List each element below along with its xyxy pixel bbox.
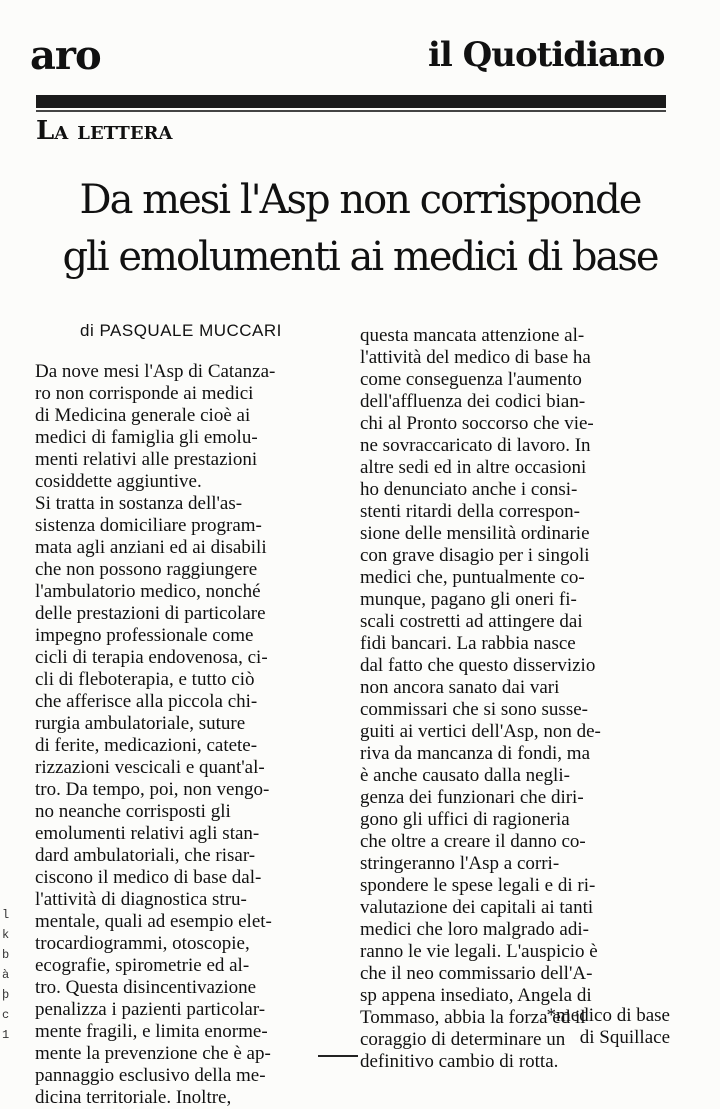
text-line: mente la prevenzione che è ap- — [35, 1043, 271, 1064]
text-line: stringeranno l'Asp a corri- — [360, 853, 560, 874]
text-line: l'attività di diagnostica stru- — [35, 889, 247, 910]
margin-marks — [2, 905, 9, 1045]
text-line: che il neo commissario dell'A- — [360, 963, 593, 984]
margin-mark: 1 — [2, 1028, 10, 1042]
text-line: guiti ai vertici dell'Asp, non de- — [360, 721, 601, 742]
text-line: rurgia ambulatoriale, suture — [35, 713, 246, 734]
text-line: ro non corrisponde ai medici — [35, 383, 254, 404]
margin-mark: b — [2, 948, 10, 962]
text-line: no neanche corrisposti gli — [35, 801, 231, 822]
text-line: riva da mancanza di fondi, ma — [360, 743, 591, 764]
text-line: di Medicina generale cioè ai — [35, 405, 251, 426]
text-line: non ancora sanato dai vari — [360, 677, 560, 698]
article-headline — [22, 172, 698, 286]
text-line: ecografie, spirometrie ed al- — [35, 955, 250, 976]
text-line: delle prestazioni di particolare — [35, 603, 266, 624]
text-line: definitivo cambio di rotta. — [360, 1051, 559, 1072]
text-line: emolumenti relativi agli stan- — [35, 823, 260, 844]
margin-mark: þ — [2, 988, 10, 1002]
margin-mark: à — [2, 968, 10, 982]
text-line: commissari che si sono susse- — [360, 699, 588, 720]
signature-line: di Squillace — [579, 1027, 670, 1048]
text-line: medici di famiglia gli emolu- — [35, 427, 258, 448]
text-line: scali costretti ad attingere dai — [360, 611, 583, 632]
text-line: ho denunciato anche i consi- — [360, 479, 578, 500]
text-line: Si tratta in sostanza dell'as- — [35, 493, 243, 514]
text-line: dal fatto che questo disservizio — [360, 655, 596, 676]
text-line: sistenza domiciliare program- — [35, 515, 262, 536]
text-line: cicli di terapia endovenosa, ci- — [35, 647, 268, 668]
text-line: questa mancata attenzione al- — [360, 325, 585, 346]
text-line: menti relativi alle prestazioni — [35, 449, 258, 470]
text-line: pannaggio esclusivo della me- — [35, 1065, 266, 1086]
text-line: con grave disagio per i singoli — [360, 545, 590, 566]
end-mark — [318, 1055, 358, 1057]
margin-mark: k — [2, 928, 10, 942]
text-line: mentale, quali ad esempio elet- — [35, 911, 272, 932]
byline: di PASQUALE MUCCARI — [80, 321, 282, 340]
headline-line: gli emolumenti ai medici di base — [62, 234, 658, 280]
text-line: medici che loro malgrado adi- — [360, 919, 589, 940]
text-line: stenti ritardi della correspon- — [360, 501, 581, 522]
text-line: chi al Pronto soccorso che vie- — [360, 413, 594, 434]
text-line: che afferisce alla piccola chi- — [35, 691, 258, 712]
text-line: ne sovraccaricato di lavoro. In — [360, 435, 591, 456]
text-line: gono gli uffici di ragioneria — [360, 809, 570, 830]
text-line: impegno professionale come — [35, 625, 254, 646]
text-line: cli di fleboterapia, e tutto ciò — [35, 669, 255, 690]
text-line: dicina territoriale. Inoltre, — [35, 1087, 232, 1108]
text-line: medici che, puntualmente co- — [360, 567, 585, 588]
text-line: Tommaso, abbia la forza ed il — [360, 1007, 586, 1028]
text-line: dell'affluenza dei codici bian- — [360, 391, 586, 412]
margin-mark: c — [2, 1008, 10, 1022]
text-line: trocardiogrammi, otoscopie, — [35, 933, 250, 954]
text-line: tro. Questa disincentivazione — [35, 977, 257, 998]
text-line: di ferite, medicazioni, catete- — [35, 735, 258, 756]
text-line: spondere le spese legali e di ri- — [360, 875, 596, 896]
text-line: tro. Da tempo, poi, non vengo- — [35, 779, 270, 800]
text-line: mente fragili, e limita enorme- — [35, 1021, 268, 1042]
text-line: l'ambulatorio medico, nonché — [35, 581, 261, 602]
text-line: fidi bancari. La rabbia nasce — [360, 633, 576, 654]
masthead-left-fragment: aro — [30, 32, 101, 79]
text-line: dard ambulatoriali, che risar- — [35, 845, 256, 866]
text-line: è anche causato dalla negli- — [360, 765, 570, 786]
section-label: La lettera — [36, 116, 173, 146]
text-line: sp appena insediato, Angela di — [360, 985, 592, 1006]
text-line: che non possono raggiungere — [35, 559, 258, 580]
text-line: mata agli anziani ed ai disabili — [35, 537, 267, 558]
text-line: l'attività del medico di base ha — [360, 347, 591, 368]
text-line: ciscono il medico di base dal- — [35, 867, 262, 888]
text-line: altre sedi ed in altre occasioni — [360, 457, 587, 478]
header-rule — [36, 95, 666, 108]
text-line: cosiddette aggiuntive. — [35, 471, 202, 492]
text-line: coraggio di determinare un — [360, 1029, 566, 1050]
signature-line: *medico di base — [546, 1005, 670, 1026]
text-line: penalizza i pazienti particolar- — [35, 999, 266, 1020]
text-line: come conseguenza l'aumento — [360, 369, 582, 390]
text-line: sione delle mensilità ordinarie — [360, 523, 590, 544]
text-line: ranno le vie legali. L'auspicio è — [360, 941, 598, 962]
publication-name: il Quotidiano — [428, 35, 665, 75]
header-rule-thin — [36, 110, 666, 112]
article-column-left — [35, 361, 353, 1109]
author-signature — [498, 1005, 670, 1049]
text-line: rizzazioni vescicali e quant'al- — [35, 757, 265, 778]
text-line: Da nove mesi l'Asp di Catanza- — [35, 361, 276, 382]
text-line: genza dei funzionari che diri- — [360, 787, 584, 808]
margin-mark: l — [2, 908, 10, 922]
headline-line: Da mesi l'Asp non corrisponde — [79, 177, 641, 223]
text-line: munque, pagano gli oneri fi- — [360, 589, 577, 610]
text-line: che oltre a creare il danno co- — [360, 831, 586, 852]
article-column-right — [360, 325, 670, 1073]
text-line: valutazione dei capitali ai tanti — [360, 897, 594, 918]
